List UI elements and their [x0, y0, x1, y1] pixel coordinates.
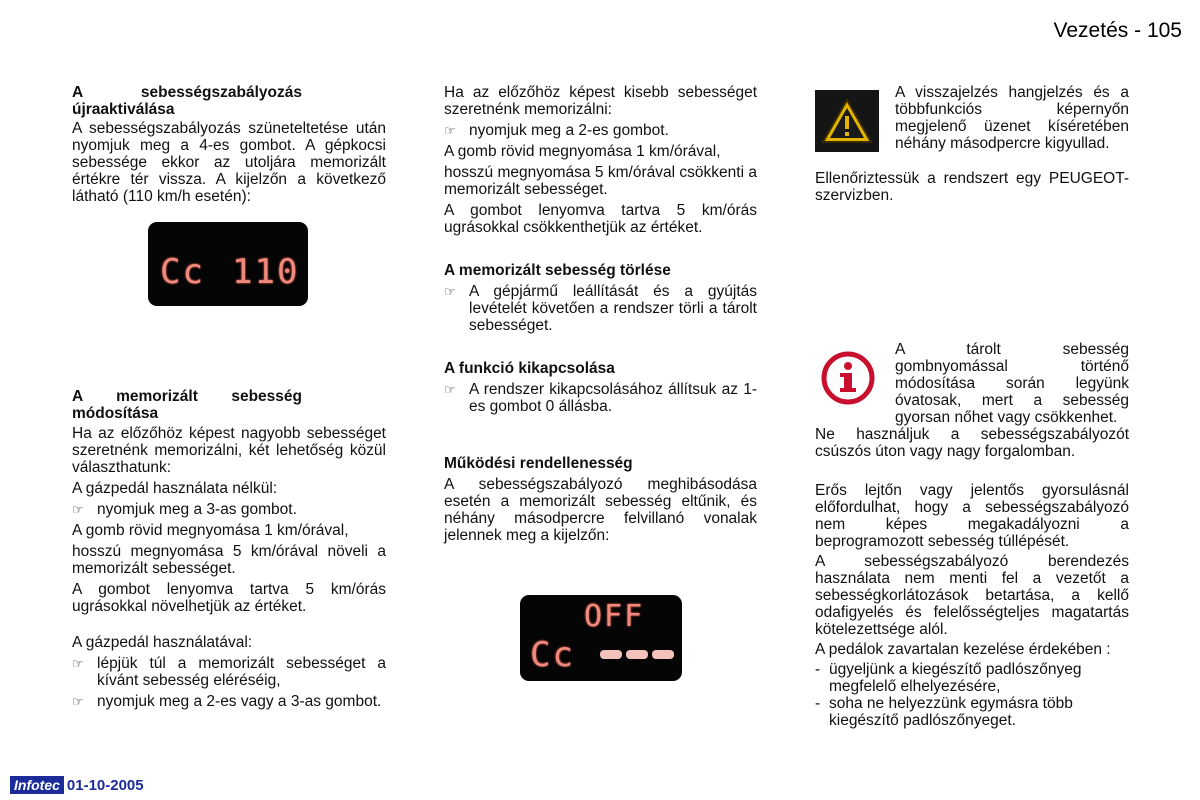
info-text: A tárolt sebesség gombnyomással történő módosítása során legyünk óvatosak, mert a sebesség gyorsan nőhet vagy csökkenhet. — [895, 341, 1129, 426]
pointing-hand-icon: ☞ — [444, 382, 456, 397]
section-title-modify: A memorizált sebesség módosítása — [72, 388, 302, 422]
list-item: - ügyeljünk a kiegészítő padlószőnyeg megfelelő elhelyezésére, — [815, 661, 1082, 695]
display-off-label: OFF — [584, 599, 645, 634]
display-mode-label: Cc — [160, 252, 205, 292]
pedals-intro: A pedálok zavartalan kezelése érdekében : — [815, 641, 1111, 658]
list-item: ☞ nyomjuk meg a 2-es vagy a 3-as gombot. — [72, 693, 382, 710]
info-note-2 — [815, 426, 1129, 460]
warning-text-2: Ellenőriztessük a rendszert egy PEUGEOT-szervizben. — [815, 170, 1129, 204]
section-title-delete: A memorizált sebesség törlése — [444, 262, 671, 279]
footer — [10, 776, 144, 794]
pointing-hand-icon: ☞ — [72, 694, 84, 709]
column-1 — [72, 84, 386, 710]
list-item: ☞ nyomjuk meg a 3-as gombot. — [72, 501, 297, 518]
list-item: ☞ nyomjuk meg a 2-es gombot. — [444, 122, 669, 139]
list-item: - soha ne helyezzünk egymásra több kiegészítő padlószőnyeget. — [815, 695, 1073, 729]
info-icon — [820, 350, 876, 410]
column-3-body — [815, 482, 1129, 729]
cruise-display-110 — [148, 222, 308, 306]
warning-triangle-icon — [815, 90, 879, 152]
display-speed-value: 110 — [232, 252, 300, 292]
section-title: Vezetés — [1053, 19, 1129, 42]
warning-note — [895, 84, 1129, 152]
pointing-hand-icon: ☞ — [72, 502, 84, 517]
pointing-hand-icon: ☞ — [72, 656, 84, 671]
malfunction-text: A sebességszabályozó meghibásodása esetén a memorizált sebesség eltűnik, és néhány másodpercre felvillanó vonalak jelennek meg a kijelzőn: — [444, 476, 757, 544]
modify-p1: A gomb rövid megnyomása 1 km/órával, — [72, 522, 349, 539]
responsibility-text: A sebességszabályozó berendezés használata nem menti fel a vezetőt a sebességkorlátozások betartása, a kellő odafigyelés és felelősségteljes magatartás kötelezettsége alól. — [815, 553, 1129, 638]
cruise-display-off — [520, 595, 682, 681]
page-header — [1053, 19, 1182, 42]
column-2 — [444, 84, 757, 544]
pointing-hand-icon: ☞ — [444, 123, 456, 138]
warning-note-2 — [815, 170, 1129, 204]
info-text-2: Ne használjuk a sebességszabályozót csúszós úton vagy nagy forgalomban. — [815, 426, 1129, 460]
decrease-p1: A gomb rövid megnyomása 1 km/órával, — [444, 143, 721, 160]
info-note — [895, 341, 1129, 426]
modify-p3: A gombot lenyomva tartva 5 km/órás ugrásokkal növelhetjük az értéket. — [72, 581, 386, 615]
modify-intro: Ha az előzőhöz képest nagyobb sebességet szeretnénk memorizálni, két lehetőség közül választhatunk: — [72, 425, 386, 476]
section-title-switch-off: A funkció kikapcsolása — [444, 360, 615, 377]
pointing-hand-icon: ☞ — [444, 284, 456, 299]
modify-sub2: A gázpedál használatával: — [72, 634, 253, 651]
list-item: ☞ lépjük túl a memorizált sebességet a kívánt sebesség eléréséig, — [72, 655, 386, 689]
infotec-logo: Infotec — [10, 776, 64, 794]
list-item: ☞ A gépjármű leállítását és a gyújtás levételét követően a rendszer törli a tárolt sebességet. — [444, 283, 757, 334]
page-number: 105 — [1146, 19, 1182, 42]
modify-p2: hosszú megnyomása 5 km/órával növeli a memorizált sebességet. — [72, 543, 386, 577]
decrease-p2: hosszú megnyomása 5 km/órával csökkenti a memorizált sebességet. — [444, 164, 757, 198]
reactivation-text: A sebességszabályozás szüneteltetése után nyomjuk meg a 4-es gombot. A gépkocsi sebessége ekkor az utoljára memorizált értékre tér vissza. A kijelzőn a következő látható (110 km/h esetén): — [72, 120, 386, 205]
blinking-dashes-icon — [598, 645, 678, 665]
list-item: ☞ A rendszer kikapcsolásához állítsuk az 1-es gombot 0 állásba. — [444, 381, 757, 415]
decrease-p3: A gombot lenyomva tartva 5 km/órás ugrásokkal csökkenthetjük az értéket. — [444, 202, 757, 236]
display-mode-label: Cc — [530, 635, 575, 675]
section-title-reactivation: A sebességszabályozás újraaktiválása — [72, 84, 302, 118]
warning-text: A visszajelzés hangjelzés és a többfunkciós képernyőn megjelenő üzenet kíséretében néhány másodpercre kigyullad. — [895, 84, 1129, 152]
modify-sub1: A gázpedál használata nélkül: — [72, 480, 278, 497]
header-separator: - — [1134, 19, 1142, 42]
slope-text: Erős lejtőn vagy jelentős gyorsulásnál előfordulhat, hogy a sebességszabályozó nem képes megakadályozni a beprogramozott sebesség túllépését. — [815, 482, 1129, 550]
section-title-malfunction: Működési rendellenesség — [444, 455, 633, 472]
footer-date: 01-10-2005 — [66, 776, 144, 794]
decrease-intro: Ha az előzőhöz képest kisebb sebességet szeretnénk memorizálni: — [444, 84, 757, 118]
